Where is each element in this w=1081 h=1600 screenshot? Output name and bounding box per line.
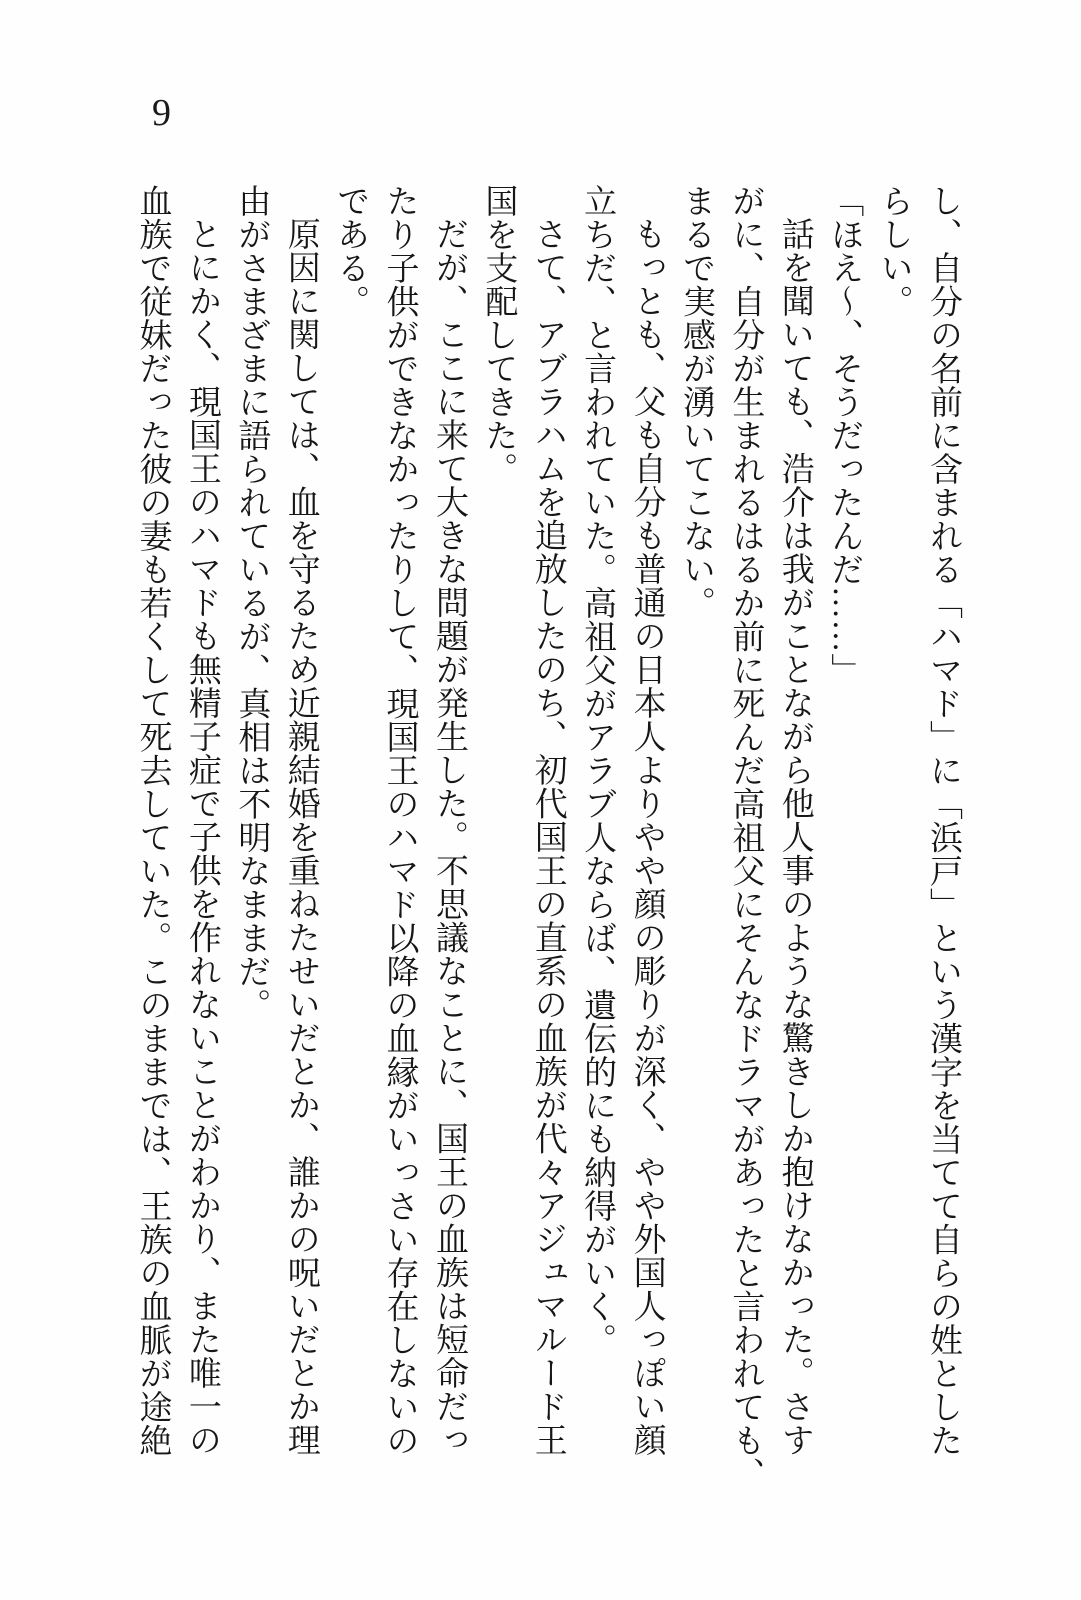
text-line: 国を支配してきた。 <box>480 184 517 486</box>
text-line: さて、アブラハムを追放したのち、初代国王の直系の血族が代々アジュマルード王 <box>529 217 566 1457</box>
text-line: 由がさまざまに語られているが、真相は不明なままだ。 <box>233 184 270 1022</box>
page-number: 9 <box>152 92 171 134</box>
text-line: たり子供ができなかったりして、現国王のハマド以降の血縁がいっさい存在しないの <box>381 184 418 1457</box>
text-line: し、自分の名前に含まれる「ハマド」に「浜戸」という漢字を当てて自らの姓とした <box>925 184 961 1457</box>
text-line: 話を聞いても、浩介は我がことながら他人事のような驚きしか抱けなかった。さす <box>776 217 813 1457</box>
text-line: 立ちだ、と言われていた。高祖父がアラブ人ならば、遺伝的にも納得がいく。 <box>579 184 616 1357</box>
vertical-text-block <box>127 184 967 1491</box>
text-line: だが、ここに来て大きな問題が発生した。不思議なことに、国王の血族は短命だっ <box>430 217 467 1457</box>
text-line: とにかく、現国王のハマドも無精子症で子供を作れないことがわかり、また唯一の <box>183 217 220 1457</box>
text-line: 原因に関しては、血を守るため近親結婚を重ねたせいだとか、誰かの呪いだとか理 <box>282 217 319 1457</box>
text-line: がに、自分が生まれるはるか前に死んだ高祖父にそんなドラマがあったと言われても、 <box>727 184 764 1491</box>
text-line: らしい。 <box>875 184 912 318</box>
text-line: もっとも、父も自分も普通の日本人よりやや顔の彫りが深く、やや外国人っぽい顔 <box>628 217 665 1457</box>
text-line: まるで実感が湧いてこない。 <box>677 184 714 620</box>
text-line: である。 <box>332 184 369 318</box>
text-line: 血族で従妹だった彼の妻も若くして死去していた。このままでは、王族の血脈が途絶 <box>134 184 171 1457</box>
text-line: 「ほえ～、そうだったんだ……」 <box>826 184 863 687</box>
